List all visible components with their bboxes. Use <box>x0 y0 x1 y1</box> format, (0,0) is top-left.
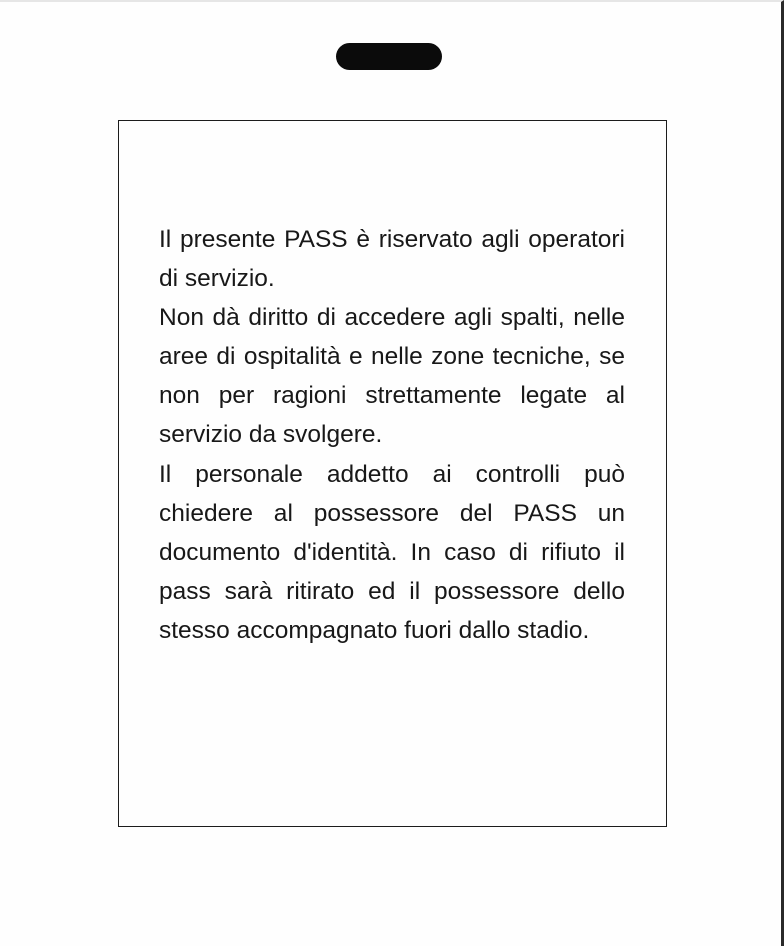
notice-text <box>159 220 625 650</box>
lanyard-slot <box>336 43 442 70</box>
notice-paragraph-access: Non dà diritto di accedere agli spalti, nelle aree di ospitalità e nelle zone tecniche, se non per ragioni strettamente legate al servizio da svolgere. <box>159 304 625 449</box>
notice-paragraph-controls: Il personale addetto ai controlli può chiedere al possessore del PASS un documento d'identità. In caso di rifiuto il pass sarà ritirato ed il possessore dello stesso accompagnato fuori dallo stadio. <box>159 460 625 644</box>
notice-paragraph-reserved: Il presente PASS è riservato agli operatori di servizio. <box>159 226 625 293</box>
